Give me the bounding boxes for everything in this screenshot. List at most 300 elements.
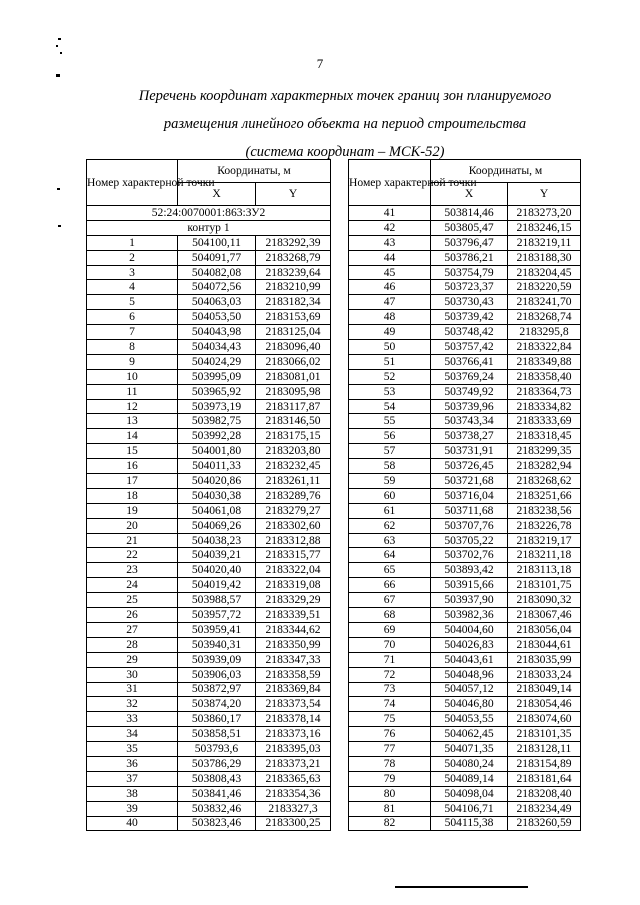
table-row: [349, 384, 581, 399]
x-coordinate-cell: 503860,17: [178, 712, 256, 727]
point-number-cell: 20: [87, 518, 178, 533]
table-row: [87, 742, 331, 757]
x-coordinate-cell: 504091,77: [178, 250, 256, 265]
table-row: [87, 682, 331, 697]
x-coordinate-cell: 503841,46: [178, 786, 256, 801]
point-number-cell: 81: [349, 801, 431, 816]
y-coordinate-cell: 2183181,64: [508, 771, 581, 786]
table-row: [87, 593, 331, 608]
x-coordinate-cell: 504053,55: [431, 712, 508, 727]
table-row: [349, 310, 581, 325]
y-coordinate-cell: 2183322,04: [256, 563, 331, 578]
table-row: [87, 608, 331, 623]
table-row: [349, 563, 581, 578]
point-number-cell: 37: [87, 771, 178, 786]
x-coordinate-cell: 504039,21: [178, 548, 256, 563]
parcel-label: 52:24:0070001:863:ЗУ2: [87, 206, 331, 221]
point-number-cell: 66: [349, 578, 431, 593]
table-row: [87, 459, 331, 474]
table-row: [87, 563, 331, 578]
table-row: [349, 622, 581, 637]
table-row: [349, 459, 581, 474]
x-coordinate-cell: 504071,35: [431, 742, 508, 757]
point-number-cell: 48: [349, 310, 431, 325]
point-number-cell: 4: [87, 280, 178, 295]
y-coordinate-cell: 2183035,99: [508, 652, 581, 667]
x-coordinate-cell: 503906,03: [178, 667, 256, 682]
x-coordinate-cell: 503702,76: [431, 548, 508, 563]
x-coordinate-cell: 504048,96: [431, 667, 508, 682]
margin-mark: [57, 188, 60, 190]
point-number-cell: 32: [87, 697, 178, 712]
point-number-cell: 47: [349, 295, 431, 310]
point-number-cell: 12: [87, 399, 178, 414]
x-coordinate-cell: 503739,96: [431, 399, 508, 414]
point-number-cell: 15: [87, 444, 178, 459]
table-row: [349, 637, 581, 652]
point-number-cell: 65: [349, 563, 431, 578]
page-number: 7: [316, 56, 324, 71]
x-coordinate-cell: 504024,29: [178, 354, 256, 369]
point-number-cell: 54: [349, 399, 431, 414]
point-number-cell: 19: [87, 503, 178, 518]
table-row: [349, 325, 581, 340]
point-number-header: Номер характерной точки: [349, 160, 431, 206]
table-row: [87, 474, 331, 489]
right-coordinates-table: [348, 159, 581, 831]
table-row: [87, 771, 331, 786]
point-number-cell: 49: [349, 325, 431, 340]
y-coordinate-cell: 2183210,99: [256, 280, 331, 295]
x-coordinate-cell: 503707,76: [431, 518, 508, 533]
table-row: [349, 474, 581, 489]
point-number-cell: 16: [87, 459, 178, 474]
table-row: [349, 816, 581, 831]
coordinates-header: Координаты, м: [178, 160, 331, 183]
footer-line: [395, 886, 528, 888]
point-number-cell: 13: [87, 414, 178, 429]
point-number-cell: 77: [349, 742, 431, 757]
y-coordinate-cell: 2183203,80: [256, 444, 331, 459]
y-coordinate-cell: 2183219,11: [508, 235, 581, 250]
x-coordinate-cell: 503793,6: [178, 742, 256, 757]
x-coordinate-cell: 503711,68: [431, 503, 508, 518]
table-row: [349, 429, 581, 444]
table-row: [87, 235, 331, 250]
y-coordinate-cell: 2183315,77: [256, 548, 331, 563]
point-number-cell: 53: [349, 384, 431, 399]
x-coordinate-cell: 504011,33: [178, 459, 256, 474]
y-coordinate-cell: 2183066,02: [256, 354, 331, 369]
table-row: [349, 727, 581, 742]
point-number-cell: 51: [349, 354, 431, 369]
point-number-cell: 80: [349, 786, 431, 801]
table-row: [349, 250, 581, 265]
point-number-cell: 21: [87, 533, 178, 548]
y-coordinate-cell: 2183373,54: [256, 697, 331, 712]
x-coordinate-cell: 504043,98: [178, 325, 256, 340]
y-coordinate-cell: 2183373,21: [256, 756, 331, 771]
y-coordinate-cell: 2183364,73: [508, 384, 581, 399]
table-row: [87, 340, 331, 355]
point-number-cell: 79: [349, 771, 431, 786]
point-number-cell: 70: [349, 637, 431, 652]
table-row: [87, 444, 331, 459]
x-coordinate-cell: 503988,57: [178, 593, 256, 608]
y-coordinate-cell: 2183333,69: [508, 414, 581, 429]
table-row: [87, 265, 331, 280]
x-coordinate-cell: 503939,09: [178, 652, 256, 667]
table-row: [87, 414, 331, 429]
margin-mark: [56, 45, 58, 47]
y-coordinate-cell: 2183295,8: [508, 325, 581, 340]
y-coordinate-cell: 2183113,18: [508, 563, 581, 578]
y-coordinate-cell: 2183349,88: [508, 354, 581, 369]
x-coordinate-cell: 503730,43: [431, 295, 508, 310]
x-coordinate-cell: 503786,29: [178, 756, 256, 771]
table-row: [87, 816, 331, 831]
coordinates-header: Координаты, м: [431, 160, 581, 183]
table-row: [87, 533, 331, 548]
table-row: [87, 712, 331, 727]
x-coordinate-cell: 504046,80: [431, 697, 508, 712]
point-number-cell: 23: [87, 563, 178, 578]
y-coordinate-cell: 2183234,49: [508, 801, 581, 816]
table-row: [349, 578, 581, 593]
y-coordinate-cell: 2183268,74: [508, 310, 581, 325]
y-coordinate-cell: 2183056,04: [508, 622, 581, 637]
title-line-3: (система координат – МСК-52): [245, 144, 445, 160]
table-row: [87, 399, 331, 414]
y-coordinate-cell: 2183329,29: [256, 593, 331, 608]
x-coordinate-cell: 504043,61: [431, 652, 508, 667]
y-coordinate-cell: 2183334,82: [508, 399, 581, 414]
table-row: [349, 206, 581, 221]
point-number-cell: 75: [349, 712, 431, 727]
x-coordinate-cell: 504030,38: [178, 488, 256, 503]
point-number-cell: 78: [349, 756, 431, 771]
y-coordinate-cell: 2183096,40: [256, 340, 331, 355]
point-number-cell: 11: [87, 384, 178, 399]
x-coordinate-cell: 503872,97: [178, 682, 256, 697]
y-coordinate-cell: 2183049,14: [508, 682, 581, 697]
y-coordinate-cell: 2183033,24: [508, 667, 581, 682]
x-coordinate-cell: 504019,42: [178, 578, 256, 593]
x-coordinate-cell: 503743,34: [431, 414, 508, 429]
y-coordinate-cell: 2183318,45: [508, 429, 581, 444]
y-coordinate-cell: 2183074,60: [508, 712, 581, 727]
y-coordinate-cell: 2183146,50: [256, 414, 331, 429]
x-coordinate-cell: 503769,24: [431, 369, 508, 384]
table-row: [349, 340, 581, 355]
x-coordinate-cell: 504020,86: [178, 474, 256, 489]
table-row: [87, 622, 331, 637]
y-coordinate-cell: 2183128,11: [508, 742, 581, 757]
point-number-cell: 42: [349, 220, 431, 235]
y-coordinate-cell: 2183350,99: [256, 637, 331, 652]
x-coordinate-cell: 503982,36: [431, 608, 508, 623]
x-coordinate-cell: 504053,50: [178, 310, 256, 325]
point-number-cell: 41: [349, 206, 431, 221]
point-number-cell: 8: [87, 340, 178, 355]
y-coordinate-cell: 2183268,62: [508, 474, 581, 489]
margin-mark: [58, 38, 61, 40]
x-coordinate-cell: 504098,04: [431, 786, 508, 801]
table-row: [87, 727, 331, 742]
point-number-cell: 46: [349, 280, 431, 295]
point-number-cell: 61: [349, 503, 431, 518]
point-number-cell: 76: [349, 727, 431, 742]
point-number-cell: 52: [349, 369, 431, 384]
y-coordinate-cell: 2183395,03: [256, 742, 331, 757]
table-row: [87, 756, 331, 771]
y-coordinate-cell: 2183067,46: [508, 608, 581, 623]
point-number-cell: 45: [349, 265, 431, 280]
table-row: [349, 280, 581, 295]
table-row: [87, 429, 331, 444]
point-number-cell: 29: [87, 652, 178, 667]
title-line-2: размещения линейного объекта на период строительства: [163, 116, 527, 132]
x-coordinate-cell: 503940,31: [178, 637, 256, 652]
table-row: [349, 682, 581, 697]
table-row: [349, 518, 581, 533]
y-header: Y: [256, 183, 331, 206]
x-coordinate-cell: 504001,80: [178, 444, 256, 459]
x-coordinate-cell: 504062,45: [431, 727, 508, 742]
point-number-cell: 57: [349, 444, 431, 459]
x-coordinate-cell: 503805,47: [431, 220, 508, 235]
point-number-cell: 39: [87, 801, 178, 816]
point-number-cell: 30: [87, 667, 178, 682]
table-row: [87, 488, 331, 503]
x-header: X: [178, 183, 256, 206]
point-number-cell: 25: [87, 593, 178, 608]
y-coordinate-cell: 2183261,11: [256, 474, 331, 489]
point-number-cell: 62: [349, 518, 431, 533]
table-row: [349, 667, 581, 682]
point-number-cell: 28: [87, 637, 178, 652]
table-row: [87, 369, 331, 384]
y-coordinate-cell: 2183312,88: [256, 533, 331, 548]
y-coordinate-cell: 2183358,40: [508, 369, 581, 384]
y-coordinate-cell: 2183219,17: [508, 533, 581, 548]
point-number-cell: 69: [349, 622, 431, 637]
point-number-cell: 6: [87, 310, 178, 325]
y-coordinate-cell: 2183327,3: [256, 801, 331, 816]
table-row: [87, 667, 331, 682]
point-number-cell: 67: [349, 593, 431, 608]
y-coordinate-cell: 2183300,25: [256, 816, 331, 831]
y-coordinate-cell: 2183182,34: [256, 295, 331, 310]
x-coordinate-cell: 504038,23: [178, 533, 256, 548]
point-number-cell: 34: [87, 727, 178, 742]
table-row: [87, 354, 331, 369]
point-number-cell: 7: [87, 325, 178, 340]
contour-label: контур 1: [87, 220, 331, 235]
x-coordinate-cell: 504004,60: [431, 622, 508, 637]
table-row: [349, 697, 581, 712]
table-row: [349, 712, 581, 727]
margin-mark: [58, 225, 61, 227]
table-row: [87, 325, 331, 340]
left-coordinates-table: [86, 159, 331, 831]
point-number-cell: 82: [349, 816, 431, 831]
point-number-cell: 26: [87, 608, 178, 623]
x-coordinate-cell: 504026,83: [431, 637, 508, 652]
point-number-cell: 38: [87, 786, 178, 801]
y-coordinate-cell: 2183279,27: [256, 503, 331, 518]
y-coordinate-cell: 2183378,14: [256, 712, 331, 727]
table-row: [349, 548, 581, 563]
x-header: X: [431, 183, 508, 206]
title-line-1: Перечень координат характерных точек границ зон планируемого: [138, 88, 552, 104]
table-row: [87, 637, 331, 652]
x-coordinate-cell: 504089,14: [431, 771, 508, 786]
y-coordinate-cell: 2183322,84: [508, 340, 581, 355]
table-row: [349, 756, 581, 771]
table-row: [87, 578, 331, 593]
y-coordinate-cell: 2183260,59: [508, 816, 581, 831]
table-row: [349, 295, 581, 310]
point-number-cell: 55: [349, 414, 431, 429]
y-coordinate-cell: 2183101,35: [508, 727, 581, 742]
margin-mark: [60, 52, 62, 54]
y-coordinate-cell: 2183081,01: [256, 369, 331, 384]
y-coordinate-cell: 2183347,33: [256, 652, 331, 667]
x-coordinate-cell: 503786,21: [431, 250, 508, 265]
y-coordinate-cell: 2183268,79: [256, 250, 331, 265]
table-row: [87, 801, 331, 816]
y-coordinate-cell: 2183365,63: [256, 771, 331, 786]
table-row: [349, 369, 581, 384]
y-coordinate-cell: 2183044,61: [508, 637, 581, 652]
point-number-cell: 22: [87, 548, 178, 563]
y-coordinate-cell: 2183117,87: [256, 399, 331, 414]
y-coordinate-cell: 2183153,69: [256, 310, 331, 325]
point-number-cell: 17: [87, 474, 178, 489]
point-number-cell: 9: [87, 354, 178, 369]
y-coordinate-cell: 2183358,59: [256, 667, 331, 682]
y-coordinate-cell: 2183208,40: [508, 786, 581, 801]
table-row: [87, 518, 331, 533]
point-number-cell: 56: [349, 429, 431, 444]
x-coordinate-cell: 504115,38: [431, 816, 508, 831]
x-coordinate-cell: 503973,19: [178, 399, 256, 414]
point-number-cell: 3: [87, 265, 178, 280]
x-coordinate-cell: 503937,90: [431, 593, 508, 608]
x-coordinate-cell: 503748,42: [431, 325, 508, 340]
x-coordinate-cell: 503957,72: [178, 608, 256, 623]
y-coordinate-cell: 2183211,18: [508, 548, 581, 563]
point-number-cell: 60: [349, 488, 431, 503]
x-coordinate-cell: 503814,46: [431, 206, 508, 221]
point-number-cell: 18: [87, 488, 178, 503]
x-coordinate-cell: 503739,42: [431, 310, 508, 325]
table-row: [87, 384, 331, 399]
table-row: [87, 786, 331, 801]
y-coordinate-cell: 2183239,64: [256, 265, 331, 280]
x-coordinate-cell: 503705,22: [431, 533, 508, 548]
table-row: [87, 503, 331, 518]
y-coordinate-cell: 2183319,08: [256, 578, 331, 593]
x-coordinate-cell: 503731,91: [431, 444, 508, 459]
y-coordinate-cell: 2183344,62: [256, 622, 331, 637]
x-coordinate-cell: 503754,79: [431, 265, 508, 280]
point-number-cell: 27: [87, 622, 178, 637]
y-coordinate-cell: 2183204,45: [508, 265, 581, 280]
y-coordinate-cell: 2183054,46: [508, 697, 581, 712]
point-number-cell: 35: [87, 742, 178, 757]
table-row: [349, 771, 581, 786]
y-coordinate-cell: 2183238,56: [508, 503, 581, 518]
y-coordinate-cell: 2183302,60: [256, 518, 331, 533]
x-coordinate-cell: 503965,92: [178, 384, 256, 399]
table-row: [87, 250, 331, 265]
y-coordinate-cell: 2183339,51: [256, 608, 331, 623]
table-row: [87, 697, 331, 712]
x-coordinate-cell: 504020,40: [178, 563, 256, 578]
x-coordinate-cell: 503716,04: [431, 488, 508, 503]
point-number-cell: 63: [349, 533, 431, 548]
point-number-cell: 24: [87, 578, 178, 593]
x-coordinate-cell: 503723,37: [431, 280, 508, 295]
table-row: [349, 652, 581, 667]
table-row: [349, 444, 581, 459]
table-row: [349, 742, 581, 757]
point-number-cell: 5: [87, 295, 178, 310]
table-row: [349, 354, 581, 369]
point-number-cell: 73: [349, 682, 431, 697]
x-coordinate-cell: 504106,71: [431, 801, 508, 816]
point-number-cell: 33: [87, 712, 178, 727]
x-coordinate-cell: 503982,75: [178, 414, 256, 429]
x-coordinate-cell: 504100,11: [178, 235, 256, 250]
y-coordinate-cell: 2183220,59: [508, 280, 581, 295]
x-coordinate-cell: 504057,12: [431, 682, 508, 697]
x-coordinate-cell: 503757,42: [431, 340, 508, 355]
y-coordinate-cell: 2183154,89: [508, 756, 581, 771]
y-coordinate-cell: 2183232,45: [256, 459, 331, 474]
x-coordinate-cell: 503832,46: [178, 801, 256, 816]
y-coordinate-cell: 2183246,15: [508, 220, 581, 235]
point-number-cell: 74: [349, 697, 431, 712]
table-row: [349, 488, 581, 503]
y-coordinate-cell: 2183273,20: [508, 206, 581, 221]
point-number-cell: 68: [349, 608, 431, 623]
point-number-cell: 59: [349, 474, 431, 489]
table-row: [349, 220, 581, 235]
x-coordinate-cell: 503749,92: [431, 384, 508, 399]
table-row: [87, 652, 331, 667]
x-coordinate-cell: 503915,66: [431, 578, 508, 593]
table-row: [349, 608, 581, 623]
x-coordinate-cell: 504082,08: [178, 265, 256, 280]
point-number-header: Номер характерной точки: [87, 160, 178, 206]
table-row: [87, 548, 331, 563]
y-coordinate-cell: 2183369,84: [256, 682, 331, 697]
point-number-cell: 50: [349, 340, 431, 355]
y-coordinate-cell: 2183090,32: [508, 593, 581, 608]
table-row: [349, 533, 581, 548]
table-row: [349, 786, 581, 801]
y-coordinate-cell: 2183226,78: [508, 518, 581, 533]
point-number-cell: 31: [87, 682, 178, 697]
y-coordinate-cell: 2183125,04: [256, 325, 331, 340]
x-coordinate-cell: 504034,43: [178, 340, 256, 355]
y-coordinate-cell: 2183101,75: [508, 578, 581, 593]
point-number-cell: 72: [349, 667, 431, 682]
point-number-cell: 44: [349, 250, 431, 265]
